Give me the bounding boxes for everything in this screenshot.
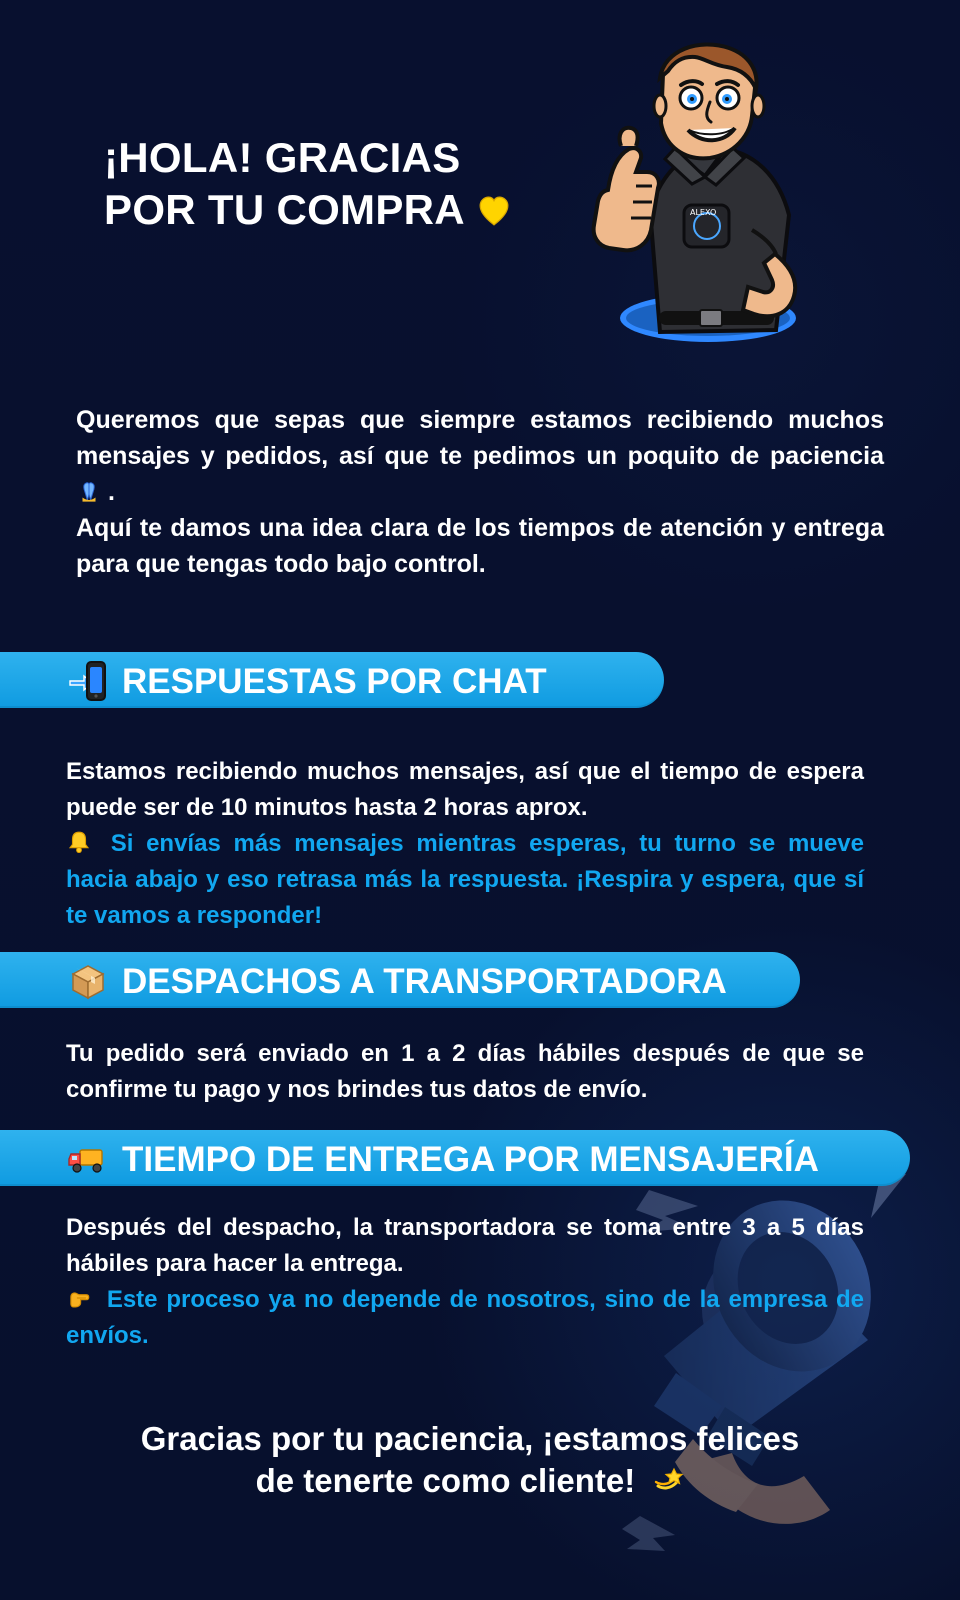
intro-paragraph-1-text: Queremos que sepas que siempre estamos recibiendo muchos mensajes y pedidos, así que te pedimos un poquito de paciencia xyxy=(76,406,884,470)
yellow-heart-icon xyxy=(477,194,511,228)
delivery-note-text: Este proceso ya no depende de nosotros, sino de la empresa de envíos. xyxy=(66,1286,865,1349)
dizzy-star-icon xyxy=(650,1463,684,1497)
delivery-truck-icon xyxy=(66,1138,110,1182)
hero-title-line-1: ¡HOLA! GRACIAS xyxy=(104,134,461,181)
mobile-phone-arrow-icon xyxy=(66,660,110,704)
footer-message xyxy=(90,1418,850,1502)
footer-line-2 xyxy=(90,1460,850,1502)
delivery-section-title: TIEMPO DE ENTREGA POR MENSAJERÍA xyxy=(122,1140,819,1179)
dispatch-section-title: DESPACHOS A TRANSPORTADORA xyxy=(122,962,727,1001)
chat-section-title: RESPUESTAS POR CHAT xyxy=(122,662,547,701)
intro-paragraph-2: Aquí te damos una idea clara de los tiempos de atención y entrega para que tengas todo bajo control. xyxy=(76,514,884,578)
chat-note xyxy=(66,826,864,934)
package-icon xyxy=(66,960,110,1004)
thumbs-up-mascot xyxy=(578,40,810,370)
chat-section-header xyxy=(66,660,547,704)
delivery-section-body xyxy=(66,1210,864,1354)
svg-text:ALEXO: ALEXO xyxy=(690,208,717,217)
megaphone-background-icon xyxy=(560,1120,960,1600)
chat-note-text: Si envías más mensajes mientras esperas, tu turno se mueve hacia abajo y eso retrasa más la respuesta. ¡Respira y espera, que sí te vamos a responder! xyxy=(66,830,864,929)
hero-title xyxy=(104,132,604,236)
dispatch-body-text: Tu pedido será enviado en 1 a 2 días hábiles después de que se confirme tu pago y nos brindes tus datos de envío. xyxy=(66,1040,864,1103)
footer-line-1: Gracias por tu paciencia, ¡estamos felices xyxy=(140,1420,800,1457)
footer-line-2-text: de tenerte como cliente! xyxy=(255,1462,636,1499)
chat-section-body xyxy=(66,754,864,934)
intro-text xyxy=(76,402,884,582)
delivery-section-header xyxy=(66,1138,819,1182)
bell-icon xyxy=(66,829,92,855)
intro-paragraph-1-end: . xyxy=(108,478,115,506)
hero-title-line-2 xyxy=(104,184,604,236)
intro-paragraph-1 xyxy=(76,402,884,510)
hero-title-line-2-text: POR TU COMPRA xyxy=(104,186,464,233)
pointing-right-icon xyxy=(66,1285,92,1311)
dispatch-section-body xyxy=(66,1036,864,1108)
delivery-body-text: Después del despacho, la transportadora se toma entre 3 a 5 días hábiles para hacer la entrega. xyxy=(66,1214,864,1277)
praying-hands-icon xyxy=(76,478,102,504)
chat-body-text: Estamos recibiendo muchos mensajes, así que el tiempo de espera puede ser de 10 minutos hasta 2 horas aprox. xyxy=(66,758,864,821)
delivery-note xyxy=(66,1282,864,1354)
dispatch-section-header xyxy=(66,960,727,1004)
